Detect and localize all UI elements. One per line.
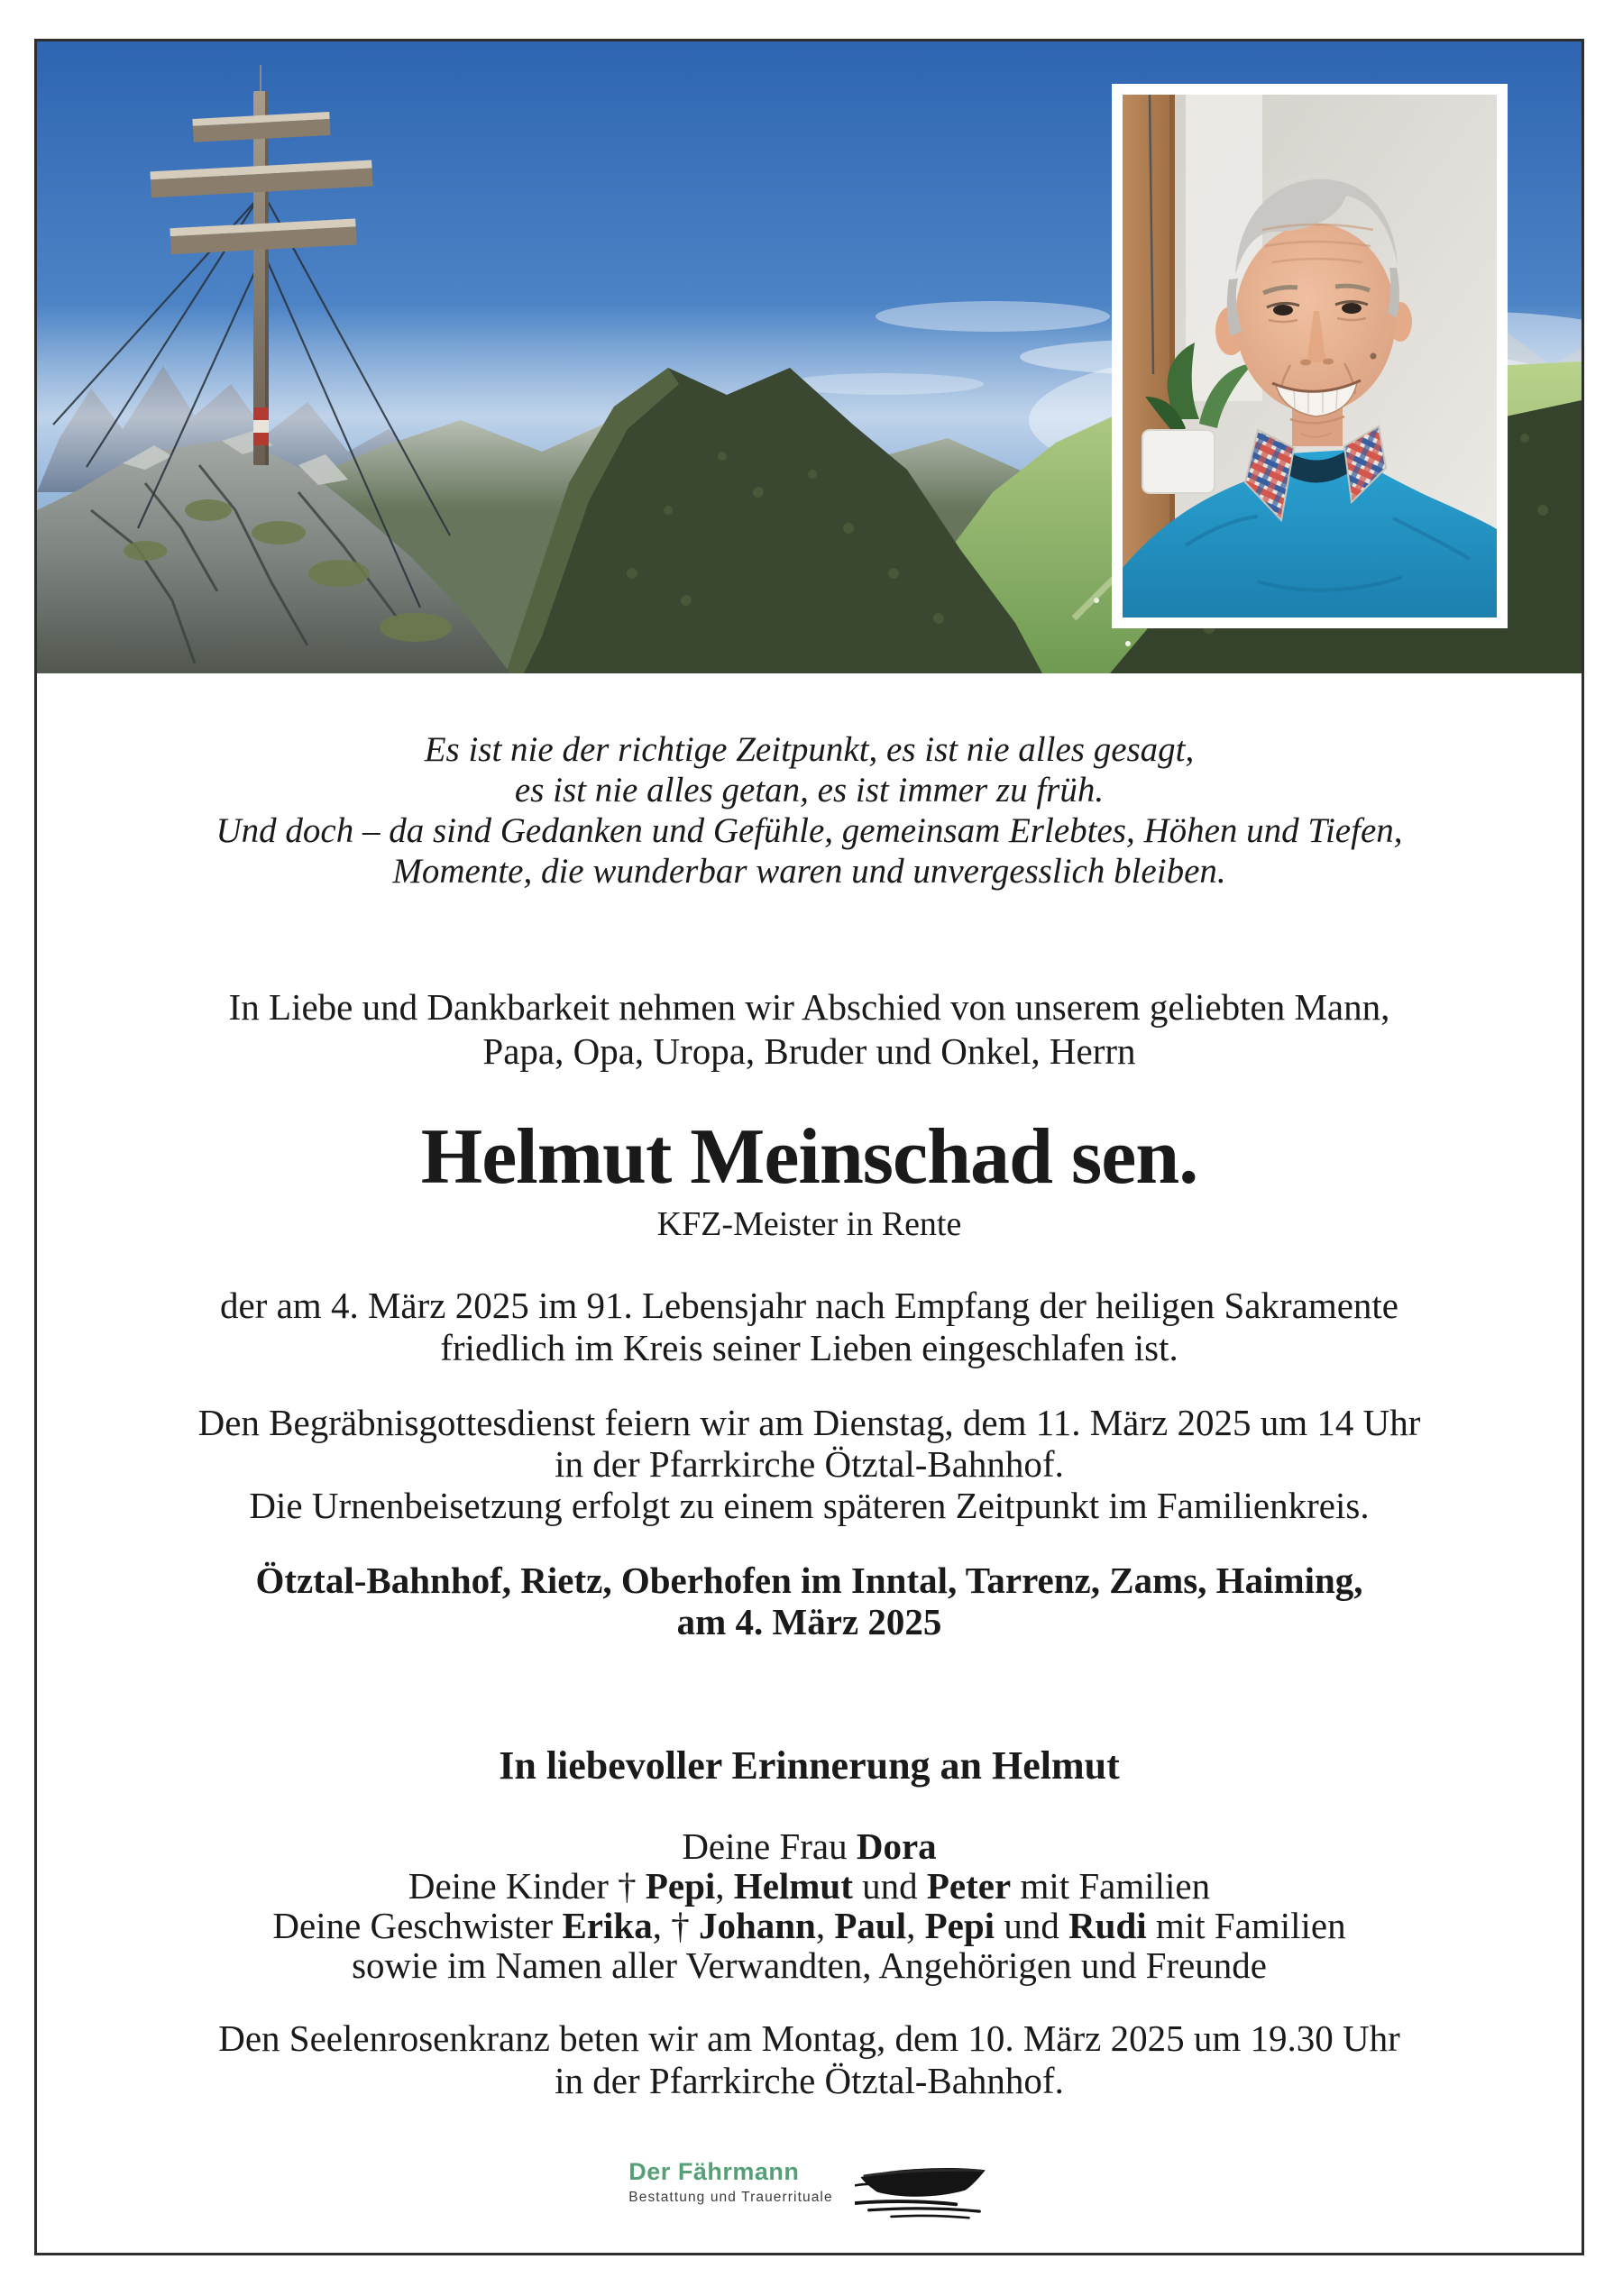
places-line: am 4. März 2025 [676,1601,942,1642]
intro-line: In Liebe und Dankbarkeit nehmen wir Abschied von unserem geliebten Mann, [228,986,1390,1028]
logo-subtitle: Bestattung und Trauerrituale [628,2190,833,2205]
rosary-info [37,2017,1582,2102]
funeral-info [37,1402,1582,1526]
memorial-card [34,39,1584,2255]
logo-text-block [628,2158,832,2206]
poem-line: es ist nie alles getan, es ist immer zu früh. [514,771,1105,810]
poem-line: Es ist nie der richtige Zeitpunkt, es ist nie alles gesagt, [424,730,1195,769]
rosary-line: Den Seelenrosenkranz beten wir am Montag, dem 10. März 2025 um 19.30 Uhr [218,2017,1400,2059]
funeral-line: Den Begräbnisgottesdienst feiern wir am Dienstag, dem 11. März 2025 um 14 Uhr [197,1402,1421,1443]
logo-title: Der Fährmann [628,2158,800,2185]
portrait-photo [1112,84,1508,628]
poem-line: Und doch – da sind Gedanken und Gefühle, gemeinsam Erlebtes, Höhen und Tiefen, [215,811,1403,850]
deceased-profession: KFZ-Meister in Rente [656,1205,962,1243]
family-line: sowie im Namen aller Verwandten, Angehörigen und Freunde [352,1944,1267,1986]
family-line: Deine Geschwister Erika, † Johann, Paul, Pepi und Rudi mit Familien [272,1905,1346,1946]
places-line: Ötztal-Bahnhof, Rietz, Oberhofen im Inntal, Tarrenz, Zams, Haiming, [255,1560,1363,1601]
intro-text [37,985,1582,1074]
boat-icon [855,2154,990,2221]
intro-line: Papa, Opa, Uropa, Bruder und Onkel, Herrn [482,1030,1136,1072]
poem-line: Momente, die wunderbar waren und unvergesslich bleiben. [392,852,1226,891]
death-notice-line: friedlich im Kreis seiner Lieben eingeschlafen ist. [440,1327,1178,1368]
memorial-heading: In liebevoller Erinnerung an Helmut [499,1743,1120,1788]
funeral-line: Die Urnenbeisetzung erfolgt zu einem späteren Zeitpunkt im Familienkreis. [249,1485,1370,1526]
card-content [37,729,1582,2221]
family-line: Deine Kinder † Pepi, Helmut und Peter mit Familien [408,1865,1211,1907]
death-notice-line: der am 4. März 2025 im 91. Lebensjahr nach Empfang der heiligen Sakramente [220,1285,1398,1326]
header-photo [37,41,1582,673]
family-list [37,1826,1582,1985]
rosary-line: in der Pfarrkirche Ötztal-Bahnhof. [555,2060,1064,2101]
family-line: Deine Frau Dora [682,1825,937,1867]
poem [37,729,1582,892]
funeral-home-logo [37,2158,1582,2221]
death-notice [37,1285,1582,1369]
portrait-illustration [1123,95,1497,617]
places-and-date [37,1560,1582,1642]
funeral-line: in der Pfarrkirche Ötztal-Bahnhof. [555,1443,1064,1485]
deceased-name: Helmut Meinschad sen. [420,1113,1198,1201]
